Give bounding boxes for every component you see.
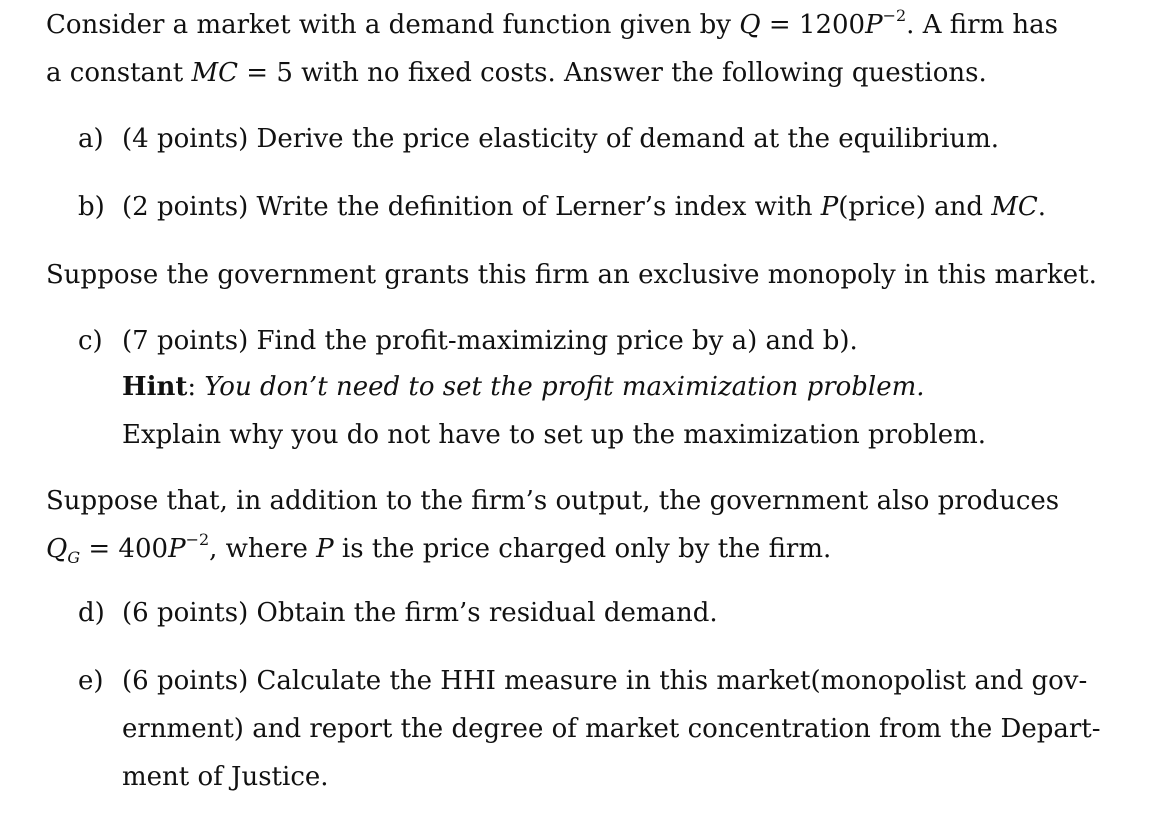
math-var-mc: MC [991, 192, 1038, 222]
question-text: (price) and [838, 192, 992, 222]
paragraph-text: Suppose that, in addition to the firm’s output, the government also produces [46, 486, 1060, 516]
math-var-p: P [316, 534, 334, 564]
hint-text: You don’t need to set the profit maximization problem. [204, 372, 925, 402]
question-text: ment of Justice. [122, 762, 329, 792]
question-a [78, 126, 999, 152]
question-c [78, 328, 858, 354]
question-text: (6 points) Obtain the firm’s residual demand. [122, 598, 718, 628]
question-label: a) [78, 124, 104, 154]
intro-text: a constant [46, 58, 192, 88]
intro-line-1 [46, 6, 1059, 40]
math-var-p: P [865, 10, 883, 40]
question-text: (7 points) Find the profit-maximizing price by a) and b). [122, 326, 858, 356]
question-text: (4 points) Derive the price elasticity of demand at the equilibrium. [122, 124, 1000, 154]
monopoly-paragraph [46, 262, 1097, 288]
question-text: (6 points) Calculate the HHI measure in this market(monopolist and gov- [122, 666, 1088, 696]
question-label: c) [78, 326, 103, 356]
intro-text-end: = 5 with no fixed costs. Answer the following questions. [238, 58, 987, 88]
math-var-p: P [168, 534, 186, 564]
paragraph-text: Suppose the government grants this firm an exclusive monopoly in this market. [46, 260, 1097, 290]
math-eq: = 1200 [760, 10, 866, 40]
question-e [78, 668, 1087, 694]
math-var-p: P [820, 192, 839, 222]
math-eq: = 400 [80, 534, 169, 564]
math-exponent: −2 [185, 530, 210, 549]
question-e-line-2 [122, 716, 1101, 742]
explain-line [122, 422, 986, 448]
intro-text-end: . A firm has [906, 10, 1059, 40]
hint-line [122, 374, 925, 400]
gov-line-1 [46, 488, 1059, 514]
math-exponent: −2 [882, 6, 907, 25]
question-label: e) [78, 666, 104, 696]
math-var-q: Q [46, 534, 68, 564]
question-text-end: . [1037, 192, 1047, 222]
gov-line-2 [46, 530, 832, 567]
hint-label: Hint [122, 372, 188, 402]
paragraph-text-end: is the price charged only by the firm. [333, 534, 832, 564]
math-subscript-g: G [67, 548, 81, 567]
question-label: b) [78, 192, 105, 222]
question-b [78, 194, 1046, 220]
math-var-q: Q [739, 10, 761, 40]
explain-text: Explain why you do not have to set up the maximization problem. [122, 420, 987, 450]
question-text: ernment) and report the degree of market concentration from the Depart- [122, 714, 1101, 744]
intro-line-2 [46, 60, 987, 86]
hint-colon: : [187, 372, 205, 402]
question-label: d) [78, 598, 105, 628]
math-var-mc: MC [191, 58, 238, 88]
intro-text: Consider a market with a demand function given by [46, 10, 740, 40]
question-d [78, 600, 718, 626]
paragraph-text: , where [209, 534, 317, 564]
question-e-line-3 [122, 764, 329, 790]
question-text: (2 points) Write the definition of Lerner’s index with [122, 192, 821, 222]
